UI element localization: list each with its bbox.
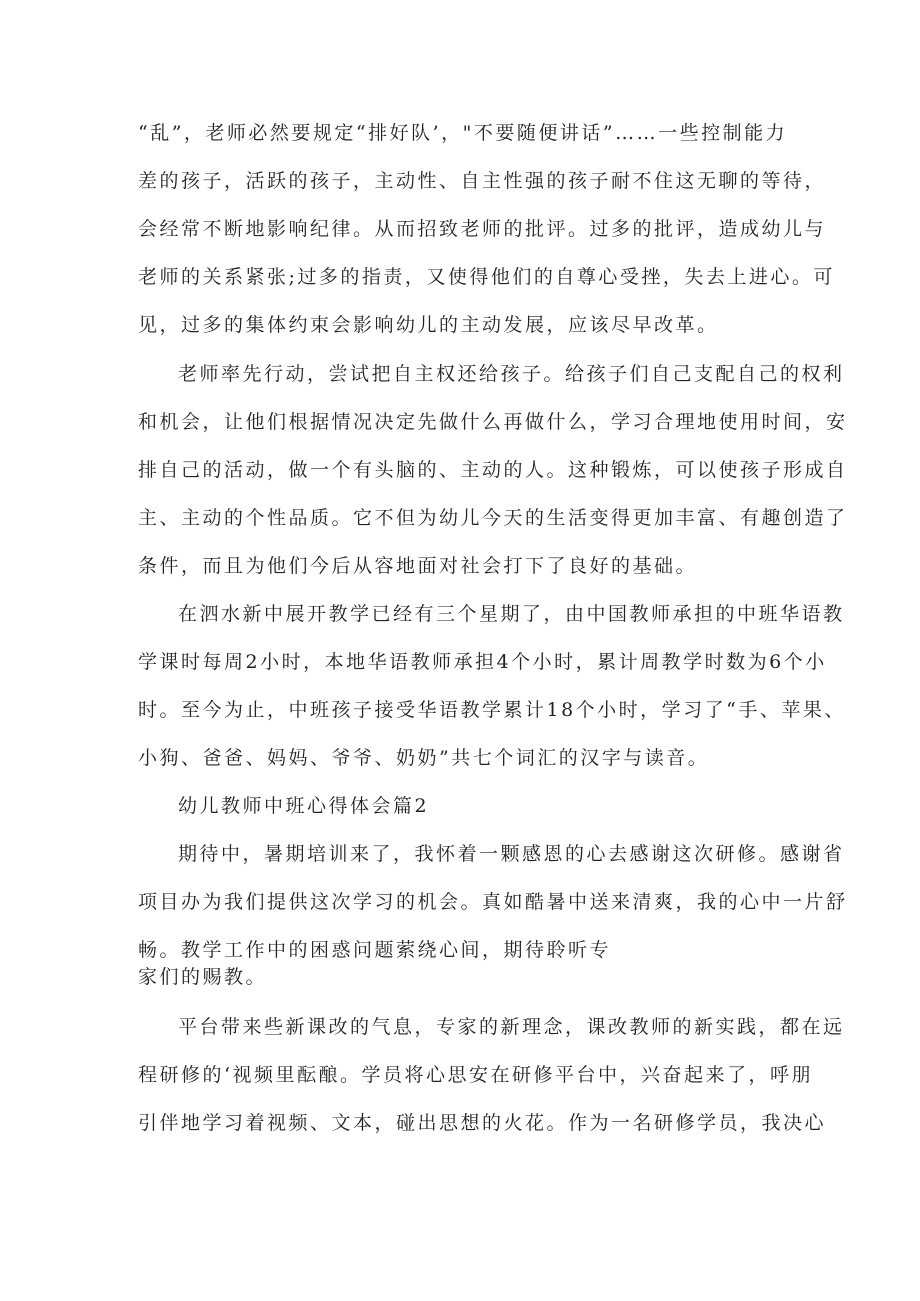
paragraph-first-line: 在泗水新中展开教学已经有三个星期了，由中国教师承担的中班华语教 [178,603,845,625]
text-line: 小狗、爸爸、妈妈、爷爷、奶奶”共七个词汇的汉字与读音。 [138,747,710,769]
paragraph-first-line: 平台带来些新课改的气息，专家的新理念，课改教师的新实践，都在远 [178,1016,845,1038]
text-line: 家们的赐教。 [138,966,268,988]
text-line: 和机会，让他们根据情况决定先做什么再做什么，学习合理地使用时间，安 [138,411,848,433]
paragraph-first-line: 老师率先行动，尝试把自主权还给孩子。给孩子们自己支配自己的权利 [178,363,845,385]
text-line: 差的孩子，活跃的孩子，主动性、自主性强的孩子耐不住这无聊的等待， [138,170,827,192]
text-line: 见，过多的集体约束会影响幼儿的主动发展，应该尽早改革。 [138,314,719,336]
text-line: 引伴地学习着视频、文本，碰出思想的火花。作为一名研修学员，我决心 [138,1112,827,1134]
paragraph-first-line: 期待中，暑期培训来了，我怀着一颗感恩的心去感谢这次研修。感谢省 [178,843,845,865]
text-line: 学课时每周2小时，本地华语教师承担4个小时，累计周教学时数为6个小 [138,651,827,673]
text-line: 时。至今为止，中班孩子接受华语教学累计18个小时，学习了“手、苹果、 [138,699,846,721]
text-line: 老师的关系紧张;过多的指责，又使得他们的自尊心受挫，失去上进心。可 [138,266,835,288]
text-line: 主、主动的个性品质。它不但为幼儿今天的生活变得更加丰富、有趣创造了 [138,507,848,529]
text-line: 畅。教学工作中的困惑问题萦绕心间，期待聆听专 [138,939,612,961]
text-line: 项目办为我们提供这次学习的机会。真如酷暑中送来清爽，我的心中一片舒 [138,891,848,913]
text-line: “乱”，老师必然要规定“排好队’，"不要随便讲话”……一些控制能力 [138,122,788,144]
text-line: 程研修的‘视频里酝酿。学员将心思安在研修平台中，兴奋起来了，呼朋 [138,1064,814,1086]
text-line: 条件，而且为他们今后从容地面对社会打下了良好的基础。 [138,555,698,577]
text-line: 排自己的活动，做一个有头脑的、主动的人。这种锻炼，可以使孩子形成自 [138,459,848,481]
section-heading: 幼儿教师中班心得体会篇2 [178,795,430,817]
text-line: 会经常不断地影响纪律。从而招致老师的批评。过多的批评，造成幼儿与 [138,218,827,240]
